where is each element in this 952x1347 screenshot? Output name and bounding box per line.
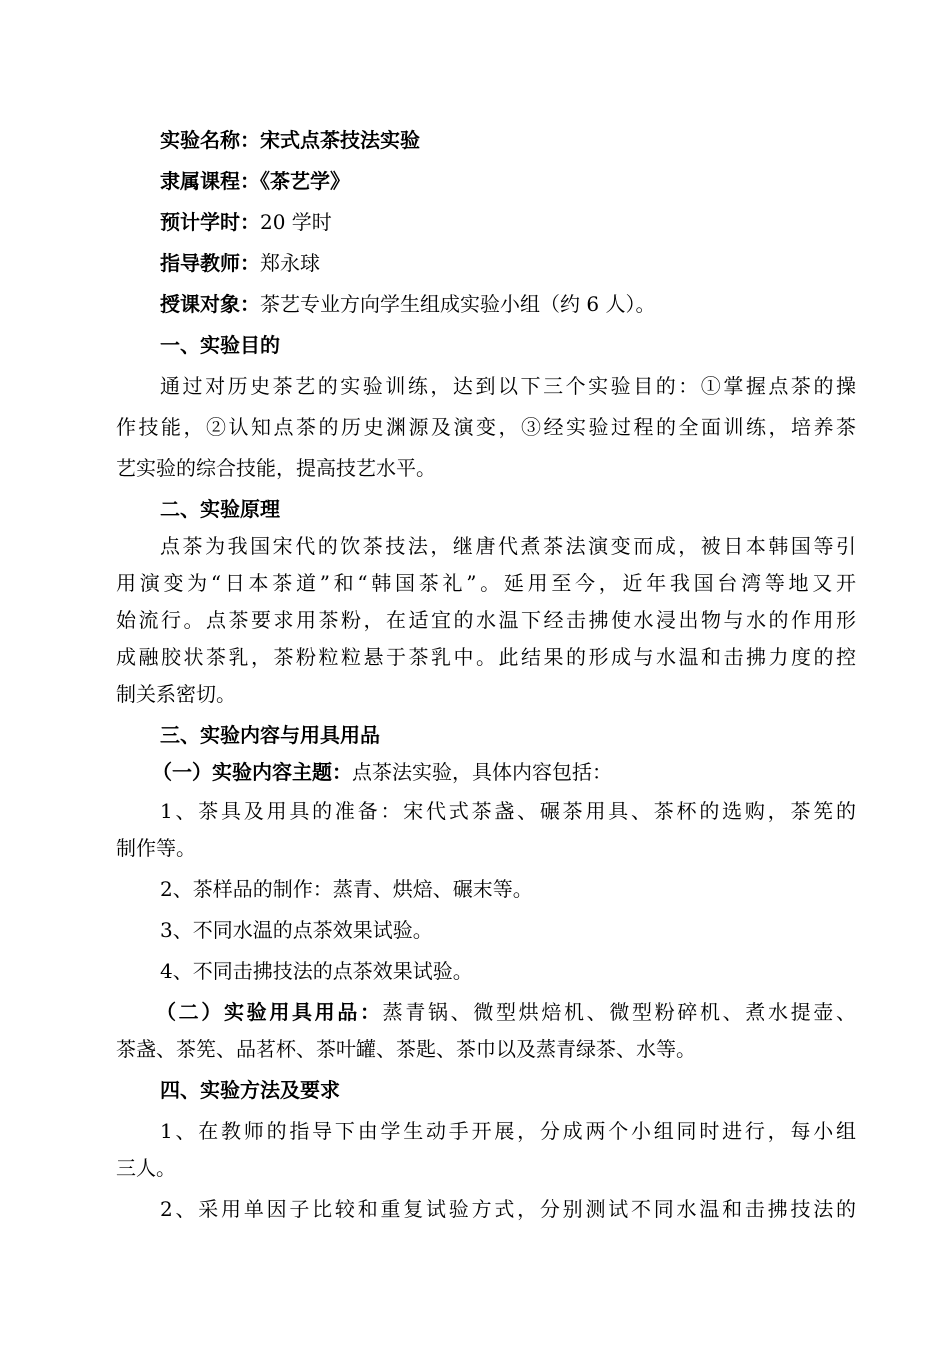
experiment-name-label: 实验名称： [160, 128, 260, 152]
section-2-line-4: 成融胶状茶乳，茶粉粒粒悬于茶乳中。此结果的形成与水温和击拂力度的控 [116, 645, 856, 669]
section-2-line-1: 点茶为我国宋代的饮茶技法，继唐代煮茶法演变而成，被日本韩国等引 [160, 534, 856, 558]
target-value: 茶艺专业方向学生组成实验小组（约 6 人）。 [260, 292, 656, 316]
course-row [116, 163, 856, 200]
section-3-item-2: 2、茶样品的制作：蒸青、烘焙、碾末等。 [160, 877, 533, 901]
section-3-heading: 三、实验内容与用具用品 [160, 723, 380, 747]
hours-label: 预计学时： [160, 210, 260, 234]
section-3-sub-2-label: （二）实验用具用品： [156, 1000, 383, 1024]
teacher-row [116, 245, 856, 282]
section-4-item-1-line-1: 1、在教师的指导下由学生动手开展，分成两个小组同时进行，每小组 [160, 1119, 856, 1143]
section-3-sub-1-row [116, 754, 856, 791]
course-value: 《茶艺学》 [260, 169, 350, 193]
hours-row [116, 204, 856, 241]
section-1-line-1: 通过对历史茶艺的实验训练，达到以下三个实验目的：①掌握点茶的操 [160, 374, 856, 398]
target-label: 授课对象： [160, 292, 260, 316]
section-2-line-3: 始流行。点茶要求用茶粉，在适宜的水温下经击拂使水浸出物与水的作用形 [116, 608, 856, 632]
teacher-label: 指导教师： [160, 251, 260, 275]
section-3-sub-2-row [116, 994, 856, 1031]
section-1-line-2: 作技能，②认知点茶的历史渊源及演变，③经实验过程的全面训练，培养茶 [116, 415, 856, 439]
section-2-line-2: 用演变为“日本茶道”和“韩国茶礼”。延用至今，近年我国台湾等地又开 [116, 571, 856, 595]
section-3-item-1-line-2: 制作等。 [116, 836, 196, 860]
course-label: 隶属课程： [160, 169, 260, 193]
hours-value: 20 学时 [260, 210, 332, 234]
section-1-heading: 一、实验目的 [160, 333, 280, 357]
section-3-sub-1-text: 点茶法实验，具体内容包括： [352, 760, 612, 784]
section-3-item-4: 4、不同击拂技法的点茶效果试验。 [160, 959, 473, 983]
section-4-item-2-line-1: 2、采用单因子比较和重复试验方式，分别测试不同水温和击拂技法的 [160, 1197, 856, 1221]
section-4-item-1-line-2: 三人。 [116, 1156, 176, 1180]
section-3-sub-1-label: （一）实验内容主题： [152, 760, 352, 784]
section-3-item-1-line-1: 1、茶具及用具的准备：宋代式茶盏、碾茶用具、茶杯的选购，茶筅的 [160, 799, 856, 823]
section-3-sub-2-text-1: 蒸青锅、微型烘焙机、微型粉碎机、煮水提壶、 [382, 1000, 857, 1024]
experiment-name-value: 宋式点茶技法实验 [260, 128, 420, 152]
section-3-sub-2-line-2: 茶盏、茶筅、品茗杯、茶叶罐、茶匙、茶巾以及蒸青绿茶、水等。 [116, 1037, 696, 1061]
section-1-line-3: 艺实验的综合技能，提高技艺水平。 [116, 456, 436, 480]
teacher-value: 郑永球 [260, 251, 320, 275]
section-3-item-3: 3、不同水温的点茶效果试验。 [160, 918, 433, 942]
section-2-line-5: 制关系密切。 [116, 682, 236, 706]
target-row [116, 286, 856, 323]
experiment-name-row [116, 122, 856, 159]
document-body [116, 122, 856, 1228]
section-2-heading: 二、实验原理 [160, 497, 280, 521]
section-4-heading: 四、实验方法及要求 [160, 1078, 340, 1102]
